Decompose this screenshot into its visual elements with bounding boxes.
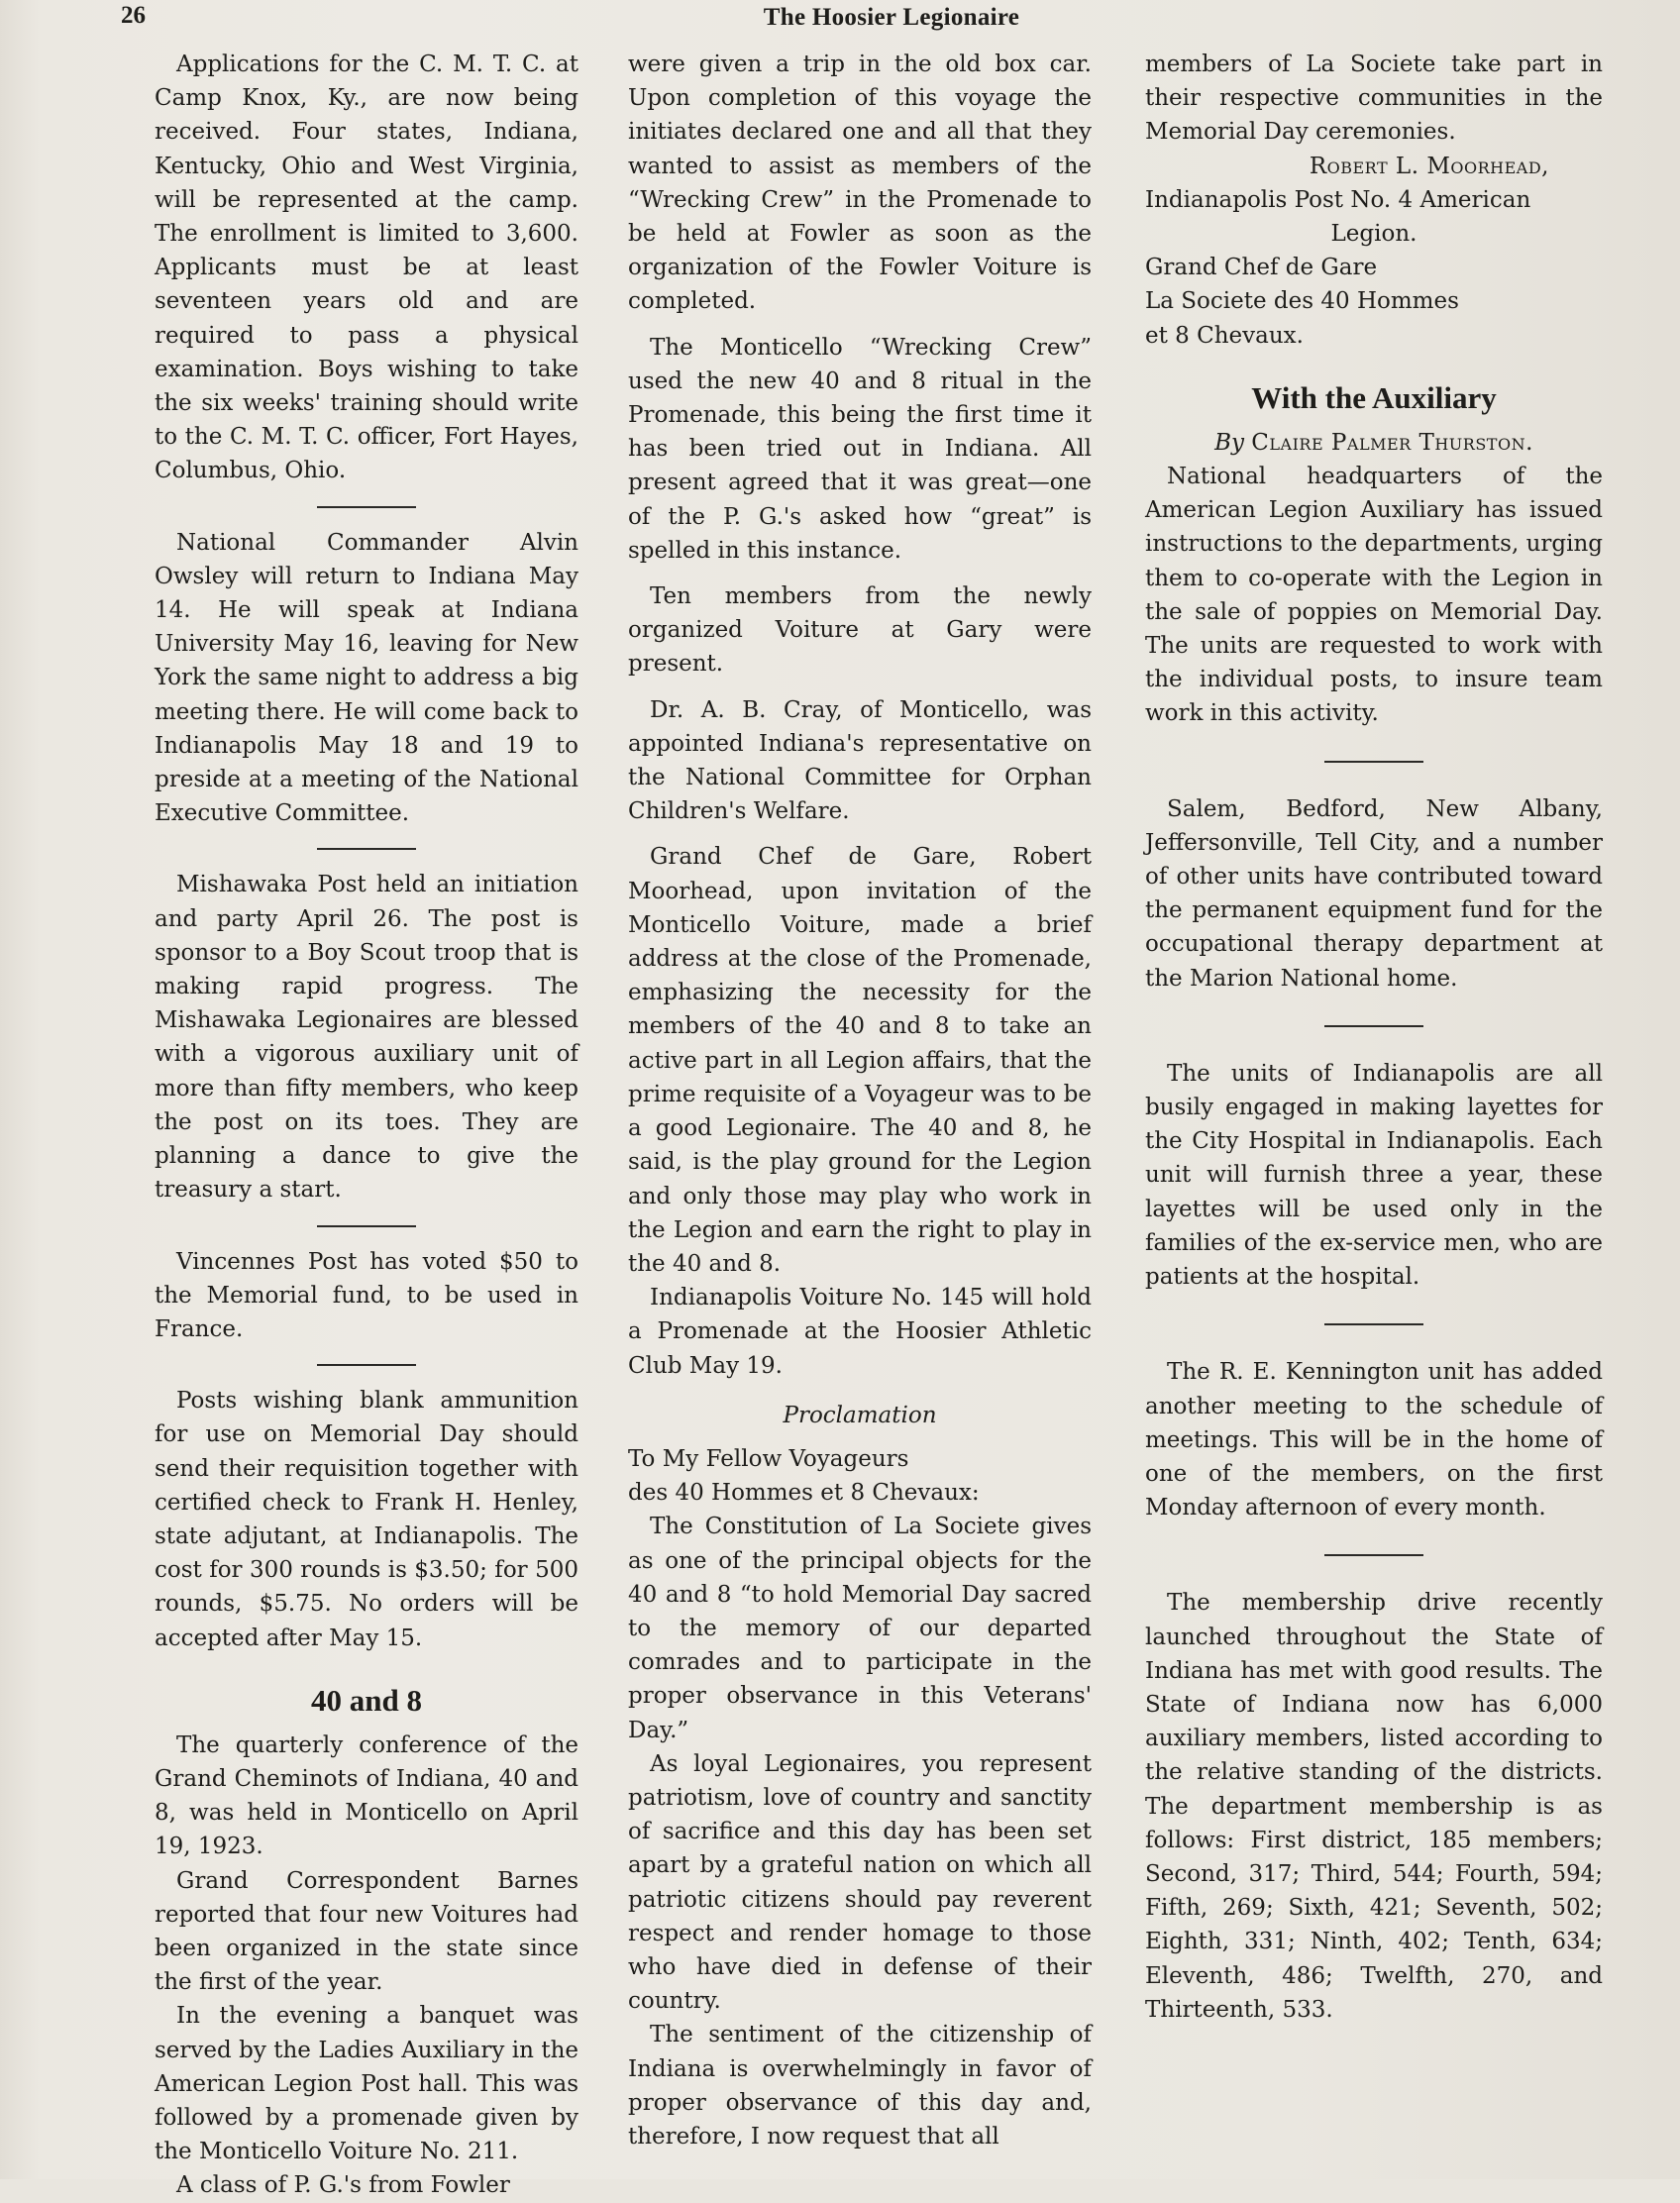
paragraph-box-car: were given a trip in the old box car. Upon completion of this voyage the initiates declared one and all that they wanted to assist as members of the “Wrecking Crew” in the Promenade to be held at Fowler as soon as the organization of the Fowler Voiture is completed.: [628, 52, 1092, 315]
section-divider: [1324, 1554, 1423, 1556]
section-divider: [1324, 1025, 1423, 1027]
signature-post-line-1: Indianapolis Post No. 4 American: [1145, 186, 1531, 213]
paragraph-wrecking-crew: The Monticello “Wrecking Crew” used the new 40 and 8 ritual in the Promenade, this being the first time it has been tried out in Indiana. All present agreed that it was great—one of the P. G.'s asked how “great” is spelled in this instance.: [628, 334, 1092, 564]
heading-40-and-8: 40 and 8: [311, 1682, 422, 1718]
signature-name: Robert L. Moorhead,: [1309, 153, 1549, 179]
proclamation-loyal-legionaires: As loyal Legionaires, you represent patriotism, love of country and sanctity of sacrifice and this day has been set apart by a grateful nation on which all patriotic citizens should pay reverent respect and render homage to those who have died in defense of their country.: [628, 1750, 1092, 2015]
paragraph-fowler-class: A class of P. G.'s from Fowler: [176, 2172, 510, 2199]
section-divider: [1324, 761, 1423, 763]
paragraph-banquet: In the evening a banquet was served by the Ladies Auxiliary in the American Legion Post hall. This was followed by a promenade given by the Monticello Voiture No. 211.: [155, 2003, 578, 2165]
paragraph-kennington-unit: The R. E. Kennington unit has added another meeting to the schedule of meetings. This will be in the home of one of the members, on the first Monday afternoon of every month.: [1145, 1359, 1603, 1521]
paragraph-dr-cray: Dr. A. B. Cray, of Monticello, was appointed Indiana's representative on the National Committee for Orphan Children's Welfare.: [628, 696, 1092, 825]
article-mishawaka-post: Mishawaka Post held an initiation and party April 26. The post is sponsor to a Boy Scout troop that is making rapid progress. The Mishawaka Legionaires are blessed with a vigorous auxiliary unit of more than fifty members, who keep the post on its toes. They are planning a dance to give the treasury a start.: [155, 872, 578, 1204]
column-middle: [628, 48, 1092, 2153]
paragraph-occupational-therapy-fund: Salem, Bedford, New Albany, Jeffersonville, Tell City, and a number of other units have contributed toward the permanent equipment fund for the occupational therapy department at the Marion National home.: [1145, 795, 1603, 992]
proclamation-conclusion: members of La Societe take part in their respective communities in the Memorial Day ceremonies.: [1145, 52, 1603, 146]
paragraph-layettes: The units of Indianapolis are all busily engaged in making layettes for the City Hospital in Indianapolis. Each unit will furnish three a year, these layettes will be used only in the families of the ex-service men, who are patients at the hospital.: [1145, 1060, 1603, 1291]
running-title: The Hoosier Legionaire: [763, 4, 1020, 31]
heading-proclamation: Proclamation: [783, 1402, 937, 1428]
signature-post-line-2: Legion.: [1330, 221, 1418, 248]
signature-title-line-2: La Societe des 40 Hommes: [1145, 288, 1459, 315]
proclamation-salutation-line-2: des 40 Hommes et 8 Chevaux:: [628, 1480, 980, 1507]
section-divider: [317, 506, 416, 508]
paragraph-quarterly-conference: The quarterly conference of the Grand Cheminots of Indiana, 40 and 8, was held in Monticello on April 19, 1923.: [155, 1731, 578, 1860]
proclamation-constitution: The Constitution of La Societe gives as one of the principal objects for the 40 and 8 “to hold Memorial Day sacred to the memory of our departed comrades and to participate in the proper observance in this Veterans' Day.”: [628, 1514, 1092, 1743]
paragraph-gary-voiture: Ten members from the newly organized Voiture at Gary were present.: [628, 583, 1092, 678]
signature-title-line-3: et 8 Chevaux.: [1145, 322, 1304, 349]
paragraph-membership-drive: The membership drive recently launched throughout the State of Indiana has met with good results. The State of Indiana now has 6,000 auxiliary members, listed according to the relative standing of the districts. The department membership is as follows: First district, 185 members; Second, 317; Third, 544; Fourth, 594; Fifth, 269; Sixth, 421; Seventh, 502; Eighth, 331; Ninth, 402; Tenth, 634; Eleventh, 486; Twelfth, 270, and Thirteenth, 533.: [1145, 1590, 1603, 2023]
article-commander-owsley: National Commander Alvin Owsley will return to Indiana May 14. He will speak at Indiana University May 16, leaving for New York the same night to address a big meeting there. He will come back to Indianapolis May 18 and 19 to preside at a meeting of the National Executive Committee.: [155, 529, 578, 827]
byline-by: By: [1214, 429, 1244, 456]
paragraph-moorhead-address: Grand Chef de Gare, Robert Moorhead, upon invitation of the Monticello Voiture, made a brief address at the close of the Promenade, emphasizing the necessity for the members of the 40 and 8 to take an active part in all Legion affairs, that the prime requisite of a Voyageur was to be a good Legionaire. The 40 and 8, he said, is the play ground for the Legion and only those may play who work in the Legion and earn the right to play in the 40 and 8.: [628, 844, 1092, 1277]
column-right: [1145, 48, 1603, 2027]
page-number: 26: [121, 2, 146, 29]
byline-author: Claire Palmer Thurston.: [1251, 429, 1533, 456]
article-vincennes-post: Vincennes Post has voted $50 to the Memorial fund, to be used in France.: [155, 1248, 578, 1342]
byline: [1145, 426, 1603, 460]
section-divider: [317, 848, 416, 850]
proclamation-salutation-line-1: To My Fellow Voyageurs: [628, 1445, 909, 1472]
section-divider: [317, 1364, 416, 1366]
column-left: [155, 48, 578, 2203]
proclamation-sentiment: The sentiment of the citizenship of Indiana is overwhelmingly in favor of proper observance of this day and, therefore, I now request that all: [628, 2022, 1092, 2150]
paragraph-correspondent-barnes: Grand Correspondent Barnes reported that four new Voitures had been organized in the state since the first of the year.: [155, 1867, 578, 1996]
signature-title-line-1: Grand Chef de Gare: [1145, 255, 1378, 281]
heading-with-the-auxiliary: With the Auxiliary: [1251, 379, 1497, 415]
article-blank-ammunition: Posts wishing blank ammunition for use on Memorial Day should send their requisition together with certified check to Frank H. Henley, state adjutant, at Indianapolis. The cost for 300 rounds is $3.50; for 500 rounds, $5.75. No orders will be accepted after May 15.: [155, 1388, 578, 1651]
section-divider: [1324, 1323, 1423, 1325]
section-divider: [317, 1225, 416, 1227]
paragraph-national-headquarters: National headquarters of the American Legion Auxiliary has issued instructions to the departments, urging them to co-operate with the Legion in the sale of poppies on Memorial Day. The units are requested to work with the individual posts, to insure team work in this activity.: [1145, 464, 1603, 727]
article-cmtc-applications: Applications for the C. M. T. C. at Camp Knox, Ky., are now being received. Four states, Indiana, Kentucky, Ohio and West Virginia, will be represented at the camp. The enrollment is limited to 3,600. Applicants must be at least seventeen years old and are required to pass a physical examination. Boys wishing to take the six weeks' training should write to the C. M. T. C. officer, Fort Hayes, Columbus, Ohio.: [155, 52, 578, 484]
paragraph-indianapolis-voiture: Indianapolis Voiture No. 145 will hold a Promenade at the Hoosier Athletic Club May 19.: [628, 1285, 1092, 1379]
